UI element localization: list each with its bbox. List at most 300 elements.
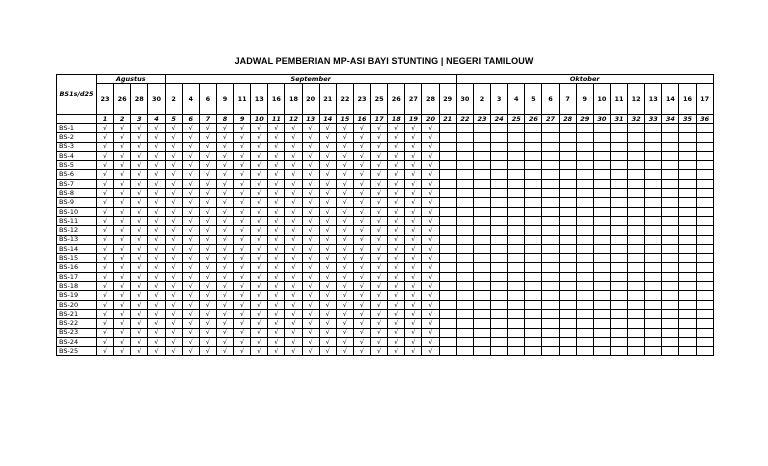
empty-cell <box>628 226 645 235</box>
empty-cell <box>559 179 576 188</box>
empty-cell <box>662 161 679 170</box>
empty-cell <box>456 337 473 346</box>
row-label: BS-12 <box>57 226 97 235</box>
check-cell: √ <box>97 133 114 142</box>
check-cell: √ <box>285 300 302 309</box>
empty-cell <box>542 291 559 300</box>
row-label: BS-19 <box>57 291 97 300</box>
empty-cell <box>439 282 456 291</box>
empty-cell <box>645 347 662 356</box>
check-cell: √ <box>319 263 336 272</box>
check-cell: √ <box>182 337 199 346</box>
empty-cell <box>696 216 713 225</box>
empty-cell <box>696 198 713 207</box>
check-cell: √ <box>302 337 319 346</box>
empty-cell <box>576 216 593 225</box>
empty-cell <box>439 161 456 170</box>
empty-cell <box>662 226 679 235</box>
sequence-cell: 29 <box>576 115 593 124</box>
empty-cell <box>508 244 525 253</box>
sequence-header-row <box>57 115 714 124</box>
empty-cell <box>628 198 645 207</box>
empty-cell <box>542 347 559 356</box>
check-cell: √ <box>371 151 388 160</box>
check-cell: √ <box>216 272 233 281</box>
empty-cell <box>610 124 627 133</box>
empty-cell <box>610 207 627 216</box>
corner-label: BS1s/d25 <box>57 75 97 115</box>
check-cell: √ <box>285 198 302 207</box>
check-cell: √ <box>302 170 319 179</box>
empty-cell <box>525 207 542 216</box>
check-cell: √ <box>302 189 319 198</box>
empty-cell <box>696 170 713 179</box>
date-cell: 13 <box>645 84 662 115</box>
table-row <box>57 179 714 188</box>
date-cell: 11 <box>234 84 251 115</box>
table-row <box>57 272 714 281</box>
empty-cell <box>439 291 456 300</box>
check-cell: √ <box>131 291 148 300</box>
table-row <box>57 151 714 160</box>
check-cell: √ <box>216 207 233 216</box>
date-cell: 30 <box>148 84 165 115</box>
empty-cell <box>593 161 610 170</box>
check-cell: √ <box>268 189 285 198</box>
empty-cell <box>576 300 593 309</box>
check-cell: √ <box>97 216 114 225</box>
empty-cell <box>473 347 490 356</box>
empty-cell <box>679 337 696 346</box>
empty-cell <box>662 337 679 346</box>
check-cell: √ <box>371 328 388 337</box>
empty-cell <box>679 226 696 235</box>
check-cell: √ <box>319 235 336 244</box>
check-cell: √ <box>216 337 233 346</box>
empty-cell <box>593 189 610 198</box>
empty-cell <box>696 151 713 160</box>
empty-cell <box>473 151 490 160</box>
empty-cell <box>628 337 645 346</box>
empty-cell <box>473 328 490 337</box>
check-cell: √ <box>182 291 199 300</box>
table-row <box>57 198 714 207</box>
empty-cell <box>508 124 525 133</box>
row-label: BS-7 <box>57 179 97 188</box>
check-cell: √ <box>302 272 319 281</box>
empty-cell <box>610 300 627 309</box>
empty-cell <box>456 328 473 337</box>
check-cell: √ <box>131 124 148 133</box>
check-cell: √ <box>216 151 233 160</box>
check-cell: √ <box>114 254 131 263</box>
check-cell: √ <box>234 300 251 309</box>
check-cell: √ <box>131 161 148 170</box>
check-cell: √ <box>268 319 285 328</box>
row-label: BS-6 <box>57 170 97 179</box>
check-cell: √ <box>371 347 388 356</box>
check-cell: √ <box>131 337 148 346</box>
empty-cell <box>456 282 473 291</box>
check-cell: √ <box>216 244 233 253</box>
empty-cell <box>439 337 456 346</box>
check-cell: √ <box>216 291 233 300</box>
check-cell: √ <box>234 328 251 337</box>
month-label: Oktober <box>456 75 713 84</box>
check-cell: √ <box>114 291 131 300</box>
date-cell: 6 <box>199 84 216 115</box>
check-cell: √ <box>302 216 319 225</box>
check-cell: √ <box>336 282 353 291</box>
empty-cell <box>542 235 559 244</box>
empty-cell <box>576 282 593 291</box>
empty-cell <box>473 226 490 235</box>
empty-cell <box>559 189 576 198</box>
check-cell: √ <box>302 124 319 133</box>
empty-cell <box>525 161 542 170</box>
check-cell: √ <box>165 337 182 346</box>
empty-cell <box>645 291 662 300</box>
check-cell: √ <box>216 170 233 179</box>
empty-cell <box>662 124 679 133</box>
check-cell: √ <box>319 282 336 291</box>
check-cell: √ <box>353 300 370 309</box>
empty-cell <box>593 179 610 188</box>
check-cell: √ <box>336 179 353 188</box>
check-cell: √ <box>131 254 148 263</box>
empty-cell <box>610 347 627 356</box>
empty-cell <box>542 328 559 337</box>
empty-cell <box>628 142 645 151</box>
check-cell: √ <box>388 309 405 318</box>
check-cell: √ <box>405 207 422 216</box>
check-cell: √ <box>165 282 182 291</box>
empty-cell <box>491 198 508 207</box>
empty-cell <box>610 319 627 328</box>
empty-cell <box>696 272 713 281</box>
empty-cell <box>456 347 473 356</box>
check-cell: √ <box>199 124 216 133</box>
check-cell: √ <box>388 319 405 328</box>
check-cell: √ <box>97 254 114 263</box>
check-cell: √ <box>97 235 114 244</box>
document-title: JADWAL PEMBERIAN MP-ASI BAYI STUNTING | NEGERI TAMILOUW <box>234 56 534 66</box>
empty-cell <box>645 189 662 198</box>
empty-cell <box>525 189 542 198</box>
date-cell: 10 <box>593 84 610 115</box>
empty-cell <box>439 226 456 235</box>
empty-cell <box>576 263 593 272</box>
check-cell: √ <box>148 309 165 318</box>
check-cell: √ <box>405 272 422 281</box>
check-cell: √ <box>216 216 233 225</box>
check-cell: √ <box>336 235 353 244</box>
check-cell: √ <box>319 207 336 216</box>
empty-cell <box>542 198 559 207</box>
empty-cell <box>456 300 473 309</box>
empty-cell <box>645 124 662 133</box>
empty-cell <box>525 198 542 207</box>
empty-cell <box>525 254 542 263</box>
check-cell: √ <box>234 179 251 188</box>
check-cell: √ <box>388 235 405 244</box>
empty-cell <box>576 179 593 188</box>
empty-cell <box>508 347 525 356</box>
check-cell: √ <box>199 179 216 188</box>
empty-cell <box>542 272 559 281</box>
check-cell: √ <box>353 309 370 318</box>
row-label: BS-4 <box>57 151 97 160</box>
empty-cell <box>456 189 473 198</box>
check-cell: √ <box>405 133 422 142</box>
empty-cell <box>491 170 508 179</box>
empty-cell <box>610 133 627 142</box>
empty-cell <box>662 328 679 337</box>
empty-cell <box>628 244 645 253</box>
empty-cell <box>662 198 679 207</box>
empty-cell <box>491 179 508 188</box>
check-cell: √ <box>251 216 268 225</box>
empty-cell <box>610 244 627 253</box>
sequence-cell: 10 <box>251 115 268 124</box>
check-cell: √ <box>371 161 388 170</box>
empty-cell <box>508 272 525 281</box>
check-cell: √ <box>199 309 216 318</box>
empty-cell <box>456 254 473 263</box>
check-cell: √ <box>131 328 148 337</box>
empty-cell <box>662 347 679 356</box>
empty-cell <box>559 244 576 253</box>
empty-cell <box>610 309 627 318</box>
row-label: BS-8 <box>57 189 97 198</box>
check-cell: √ <box>97 309 114 318</box>
empty-cell <box>645 151 662 160</box>
check-cell: √ <box>422 235 439 244</box>
check-cell: √ <box>371 300 388 309</box>
empty-cell <box>542 263 559 272</box>
check-cell: √ <box>131 151 148 160</box>
check-cell: √ <box>371 337 388 346</box>
empty-cell <box>559 235 576 244</box>
empty-cell <box>696 291 713 300</box>
empty-cell <box>576 189 593 198</box>
check-cell: √ <box>285 272 302 281</box>
empty-cell <box>491 337 508 346</box>
check-cell: √ <box>114 300 131 309</box>
check-cell: √ <box>131 170 148 179</box>
empty-cell <box>508 207 525 216</box>
check-cell: √ <box>131 319 148 328</box>
check-cell: √ <box>319 319 336 328</box>
check-cell: √ <box>285 328 302 337</box>
check-cell: √ <box>285 337 302 346</box>
empty-cell <box>508 179 525 188</box>
empty-cell <box>679 124 696 133</box>
empty-cell <box>525 328 542 337</box>
empty-cell <box>491 291 508 300</box>
empty-cell <box>559 300 576 309</box>
empty-cell <box>662 151 679 160</box>
empty-cell <box>593 142 610 151</box>
check-cell: √ <box>165 161 182 170</box>
check-cell: √ <box>148 328 165 337</box>
empty-cell <box>576 319 593 328</box>
row-label: BS-25 <box>57 347 97 356</box>
check-cell: √ <box>371 207 388 216</box>
check-cell: √ <box>97 189 114 198</box>
check-cell: √ <box>388 170 405 179</box>
check-cell: √ <box>182 347 199 356</box>
empty-cell <box>525 244 542 253</box>
check-cell: √ <box>114 319 131 328</box>
empty-cell <box>525 347 542 356</box>
empty-cell <box>508 309 525 318</box>
empty-cell <box>473 179 490 188</box>
empty-cell <box>456 170 473 179</box>
date-header-row <box>57 84 714 115</box>
empty-cell <box>491 151 508 160</box>
empty-cell <box>525 124 542 133</box>
table-row <box>57 207 714 216</box>
month-header-row <box>57 75 714 84</box>
check-cell: √ <box>388 207 405 216</box>
empty-cell <box>542 282 559 291</box>
check-cell: √ <box>251 124 268 133</box>
check-cell: √ <box>371 291 388 300</box>
check-cell: √ <box>285 179 302 188</box>
sequence-cell: 3 <box>131 115 148 124</box>
check-cell: √ <box>319 328 336 337</box>
check-cell: √ <box>97 319 114 328</box>
check-cell: √ <box>165 179 182 188</box>
row-label: BS-17 <box>57 272 97 281</box>
empty-cell <box>559 216 576 225</box>
check-cell: √ <box>319 142 336 151</box>
empty-cell <box>456 291 473 300</box>
check-cell: √ <box>114 189 131 198</box>
empty-cell <box>662 244 679 253</box>
check-cell: √ <box>268 133 285 142</box>
empty-cell <box>662 170 679 179</box>
empty-cell <box>456 142 473 151</box>
table-row <box>57 347 714 356</box>
sequence-cell: 12 <box>285 115 302 124</box>
empty-cell <box>456 263 473 272</box>
empty-cell <box>508 198 525 207</box>
empty-cell <box>679 179 696 188</box>
empty-cell <box>593 235 610 244</box>
empty-cell <box>473 207 490 216</box>
check-cell: √ <box>251 170 268 179</box>
empty-cell <box>628 216 645 225</box>
check-cell: √ <box>371 179 388 188</box>
empty-cell <box>542 254 559 263</box>
check-cell: √ <box>97 244 114 253</box>
check-cell: √ <box>234 235 251 244</box>
check-cell: √ <box>199 328 216 337</box>
empty-cell <box>439 198 456 207</box>
empty-cell <box>508 282 525 291</box>
empty-cell <box>679 216 696 225</box>
empty-cell <box>679 161 696 170</box>
empty-cell <box>610 189 627 198</box>
empty-cell <box>679 207 696 216</box>
check-cell: √ <box>182 161 199 170</box>
sequence-cell: 27 <box>542 115 559 124</box>
empty-cell <box>491 235 508 244</box>
check-cell: √ <box>336 151 353 160</box>
check-cell: √ <box>336 216 353 225</box>
check-cell: √ <box>148 263 165 272</box>
row-label: BS-16 <box>57 263 97 272</box>
check-cell: √ <box>336 170 353 179</box>
check-cell: √ <box>199 161 216 170</box>
empty-cell <box>679 170 696 179</box>
check-cell: √ <box>165 309 182 318</box>
date-cell: 26 <box>388 84 405 115</box>
empty-cell <box>439 244 456 253</box>
empty-cell <box>525 300 542 309</box>
empty-cell <box>610 226 627 235</box>
check-cell: √ <box>97 142 114 151</box>
check-cell: √ <box>336 254 353 263</box>
date-cell: 2 <box>473 84 490 115</box>
check-cell: √ <box>251 263 268 272</box>
date-cell: 30 <box>456 84 473 115</box>
check-cell: √ <box>405 198 422 207</box>
empty-cell <box>473 300 490 309</box>
check-cell: √ <box>388 337 405 346</box>
sequence-cell: 28 <box>559 115 576 124</box>
check-cell: √ <box>302 207 319 216</box>
check-cell: √ <box>336 198 353 207</box>
check-cell: √ <box>199 254 216 263</box>
empty-cell <box>610 216 627 225</box>
check-cell: √ <box>131 235 148 244</box>
check-cell: √ <box>251 254 268 263</box>
check-cell: √ <box>114 124 131 133</box>
check-cell: √ <box>302 226 319 235</box>
empty-cell <box>696 161 713 170</box>
empty-cell <box>542 170 559 179</box>
empty-cell <box>662 133 679 142</box>
check-cell: √ <box>388 244 405 253</box>
check-cell: √ <box>148 291 165 300</box>
empty-cell <box>679 309 696 318</box>
empty-cell <box>593 300 610 309</box>
empty-cell <box>576 347 593 356</box>
empty-cell <box>610 254 627 263</box>
check-cell: √ <box>234 216 251 225</box>
empty-cell <box>679 300 696 309</box>
check-cell: √ <box>353 263 370 272</box>
check-cell: √ <box>199 216 216 225</box>
empty-cell <box>645 207 662 216</box>
empty-cell <box>439 309 456 318</box>
empty-cell <box>593 263 610 272</box>
sequence-cell: 31 <box>610 115 627 124</box>
check-cell: √ <box>148 151 165 160</box>
check-cell: √ <box>165 189 182 198</box>
check-cell: √ <box>216 319 233 328</box>
empty-cell <box>628 347 645 356</box>
empty-cell <box>576 337 593 346</box>
check-cell: √ <box>319 133 336 142</box>
empty-cell <box>679 319 696 328</box>
check-cell: √ <box>336 142 353 151</box>
check-cell: √ <box>97 207 114 216</box>
check-cell: √ <box>216 254 233 263</box>
